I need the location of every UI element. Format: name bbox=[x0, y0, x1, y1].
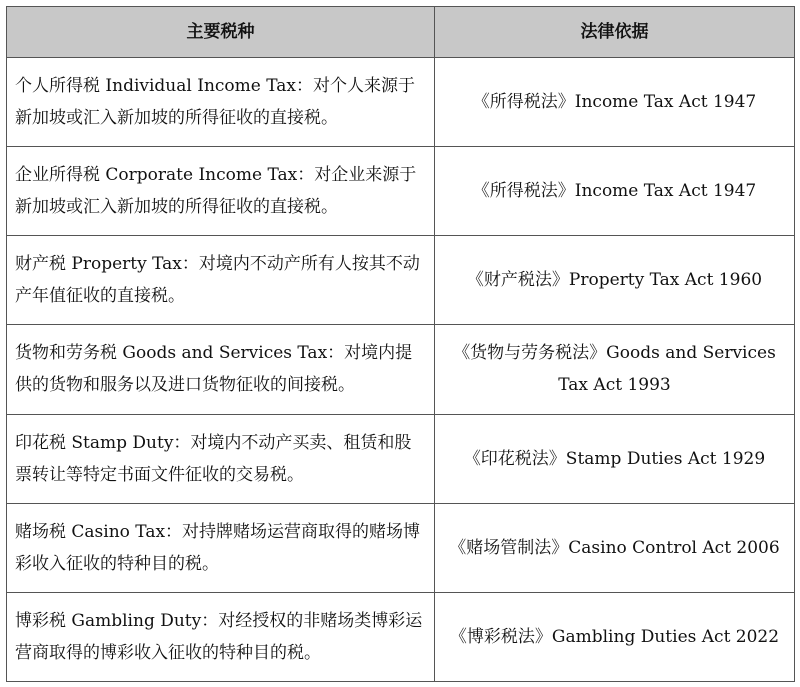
tax-description-cell: 企业所得税 Corporate Income Tax：对企业来源于新加坡或汇入新加坡的所得征收的直接税。 bbox=[7, 147, 435, 236]
table-row bbox=[7, 58, 795, 147]
tax-description-cell: 印花税 Stamp Duty：对境内不动产买卖、租赁和股票转让等特定书面文件征收的交易税。 bbox=[7, 414, 435, 503]
table-row bbox=[7, 325, 795, 414]
table-row bbox=[7, 503, 795, 592]
table-header bbox=[7, 7, 795, 58]
table-row bbox=[7, 236, 795, 325]
legal-basis-cell: 《所得税法》Income Tax Act 1947 bbox=[435, 58, 795, 147]
tax-description-cell: 个人所得税 Individual Income Tax：对个人来源于新加坡或汇入新加坡的所得征收的直接税。 bbox=[7, 58, 435, 147]
tax-description-cell: 赌场税 Casino Tax：对持牌赌场运营商取得的赌场博彩收入征收的特种目的税。 bbox=[7, 503, 435, 592]
header-row bbox=[7, 7, 795, 58]
tax-description-cell: 博彩税 Gambling Duty：对经授权的非赌场类博彩运营商取得的博彩收入征收的特种目的税。 bbox=[7, 592, 435, 681]
legal-basis-cell: 《财产税法》Property Tax Act 1960 bbox=[435, 236, 795, 325]
table-row bbox=[7, 414, 795, 503]
legal-basis-cell: 《所得税法》Income Tax Act 1947 bbox=[435, 147, 795, 236]
header-legal-basis: 法律依据 bbox=[435, 7, 795, 58]
legal-basis-cell: 《货物与劳务税法》Goods and Services Tax Act 1993 bbox=[435, 325, 795, 414]
header-main-tax-types: 主要税种 bbox=[7, 7, 435, 58]
legal-basis-cell: 《博彩税法》Gambling Duties Act 2022 bbox=[435, 592, 795, 681]
tax-description-cell: 财产税 Property Tax：对境内不动产所有人按其不动产年值征收的直接税。 bbox=[7, 236, 435, 325]
table-body bbox=[7, 58, 795, 682]
legal-basis-cell: 《印花税法》Stamp Duties Act 1929 bbox=[435, 414, 795, 503]
legal-basis-cell: 《赌场管制法》Casino Control Act 2006 bbox=[435, 503, 795, 592]
tax-description-cell: 货物和劳务税 Goods and Services Tax：对境内提供的货物和服务以及进口货物征收的间接税。 bbox=[7, 325, 435, 414]
tax-law-table bbox=[6, 6, 795, 682]
table-row bbox=[7, 147, 795, 236]
table-row bbox=[7, 592, 795, 681]
